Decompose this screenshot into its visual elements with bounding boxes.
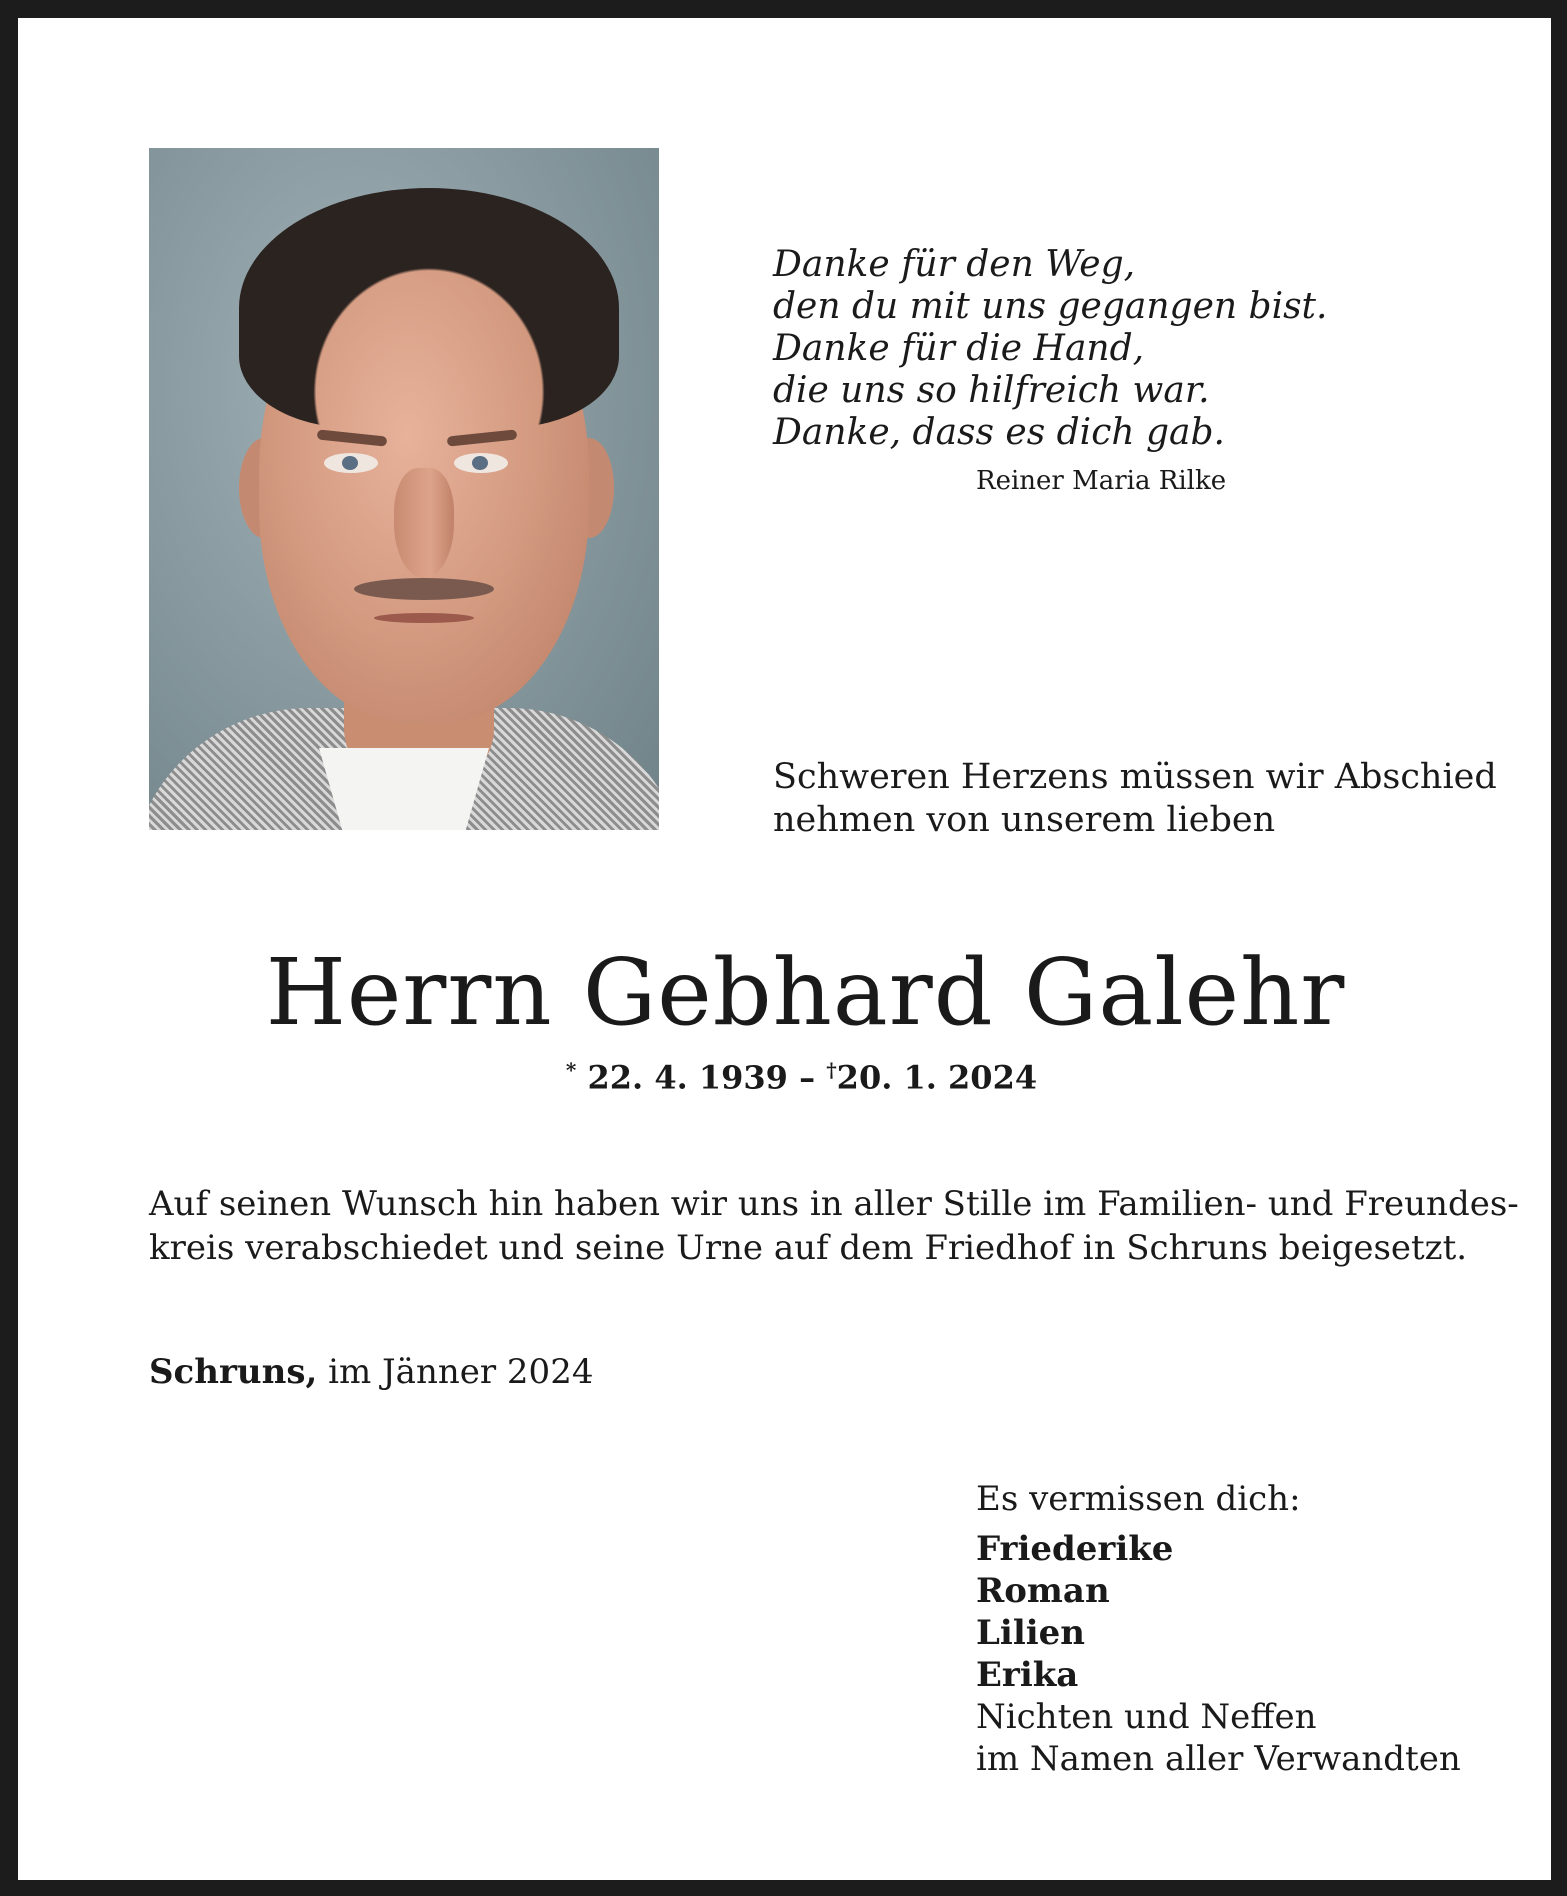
poem-line: Danke für die Hand, (773, 328, 1145, 369)
intro-line: Schweren Herzens müssen wir Abschied (773, 757, 1497, 797)
poem-author: Reiner Maria Rilke (976, 466, 1227, 496)
portrait-mouth (374, 613, 474, 623)
portrait-eye-right (454, 453, 508, 473)
portrait-hair (239, 188, 619, 428)
portrait-nose (394, 468, 454, 578)
poem-line: Danke, dass es dich gab. (773, 412, 1225, 453)
portrait-eye-left (324, 453, 378, 473)
death-date: 20. 1. 2024 (836, 1058, 1038, 1097)
poem (773, 244, 1327, 454)
message-line: Auf seinen Wunsch hin haben wir uns in aller Stille im Familien- und Freundes- (149, 1184, 1519, 1224)
birth-mark: * (565, 1058, 577, 1082)
intro-text (773, 756, 1497, 842)
message-line: kreis verabschiedet und seine Urne auf dem Friedhof in Schruns beigesetzt. (149, 1228, 1468, 1268)
mourner-name: Erika (976, 1655, 1079, 1695)
death-mark: † (826, 1058, 837, 1082)
mourners-heading: Es vermissen dich: (976, 1479, 1301, 1519)
mourners-list (976, 1478, 1461, 1780)
mourner-name: Roman (976, 1571, 1110, 1611)
poem-line: die uns so hilfreich war. (773, 370, 1210, 411)
mourner-name: Friederike (976, 1529, 1174, 1569)
mourner-name: Lilien (976, 1613, 1086, 1653)
poem-line: Danke für den Weg, (773, 244, 1136, 285)
place-town: Schruns, (149, 1352, 318, 1392)
life-dates (18, 1058, 1567, 1097)
mourner-group: Nichten und Neffen (976, 1697, 1317, 1737)
portrait-mustache (354, 578, 494, 600)
poem-line: den du mit uns gegangen bist. (773, 286, 1328, 327)
intro-line: nehmen von unserem lieben (773, 800, 1276, 840)
portrait-shirt (319, 748, 489, 830)
portrait-photo (149, 148, 659, 830)
mourner-group: im Namen aller Verwandten (976, 1739, 1461, 1779)
date-separator: – (799, 1058, 816, 1097)
funeral-message (149, 1182, 1519, 1270)
birth-date: 22. 4. 1939 (587, 1058, 788, 1097)
place-date (149, 1352, 593, 1392)
deceased-name: Herrn Gebhard Galehr (265, 939, 1346, 1046)
place-month: im Jänner 2024 (328, 1352, 594, 1392)
